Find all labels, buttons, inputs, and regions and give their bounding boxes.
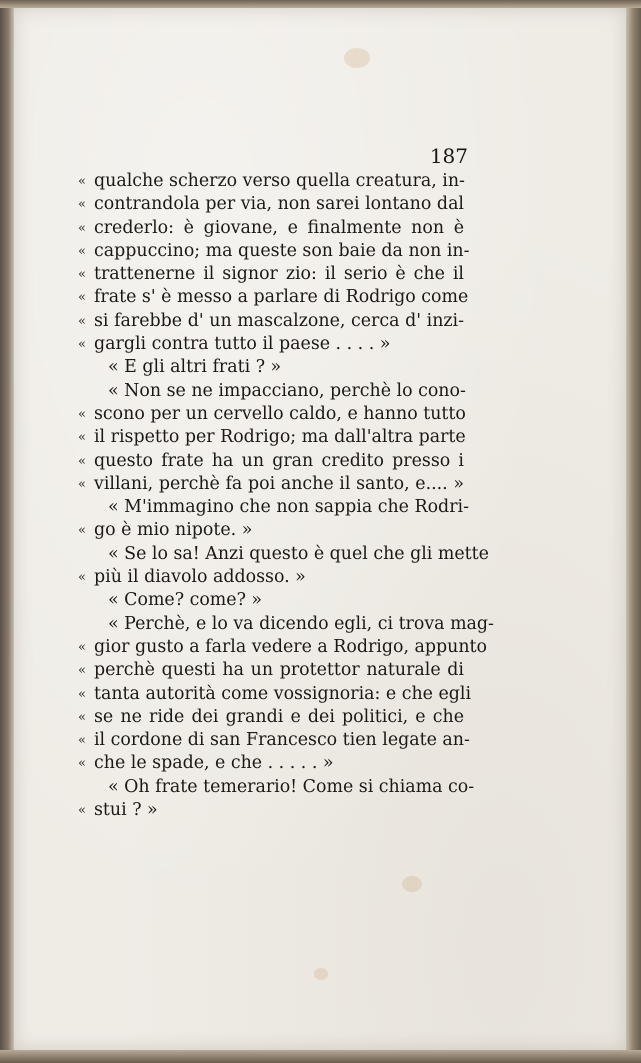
text-line [78,659,464,682]
text-line [78,426,464,449]
line-text: qualche scherzo verso quella creatura, in- [94,171,465,191]
line-text: più il diavolo addosso. » [94,567,306,588]
line-text: « Non se ne impacciano, perchè lo cono- [108,380,466,401]
body-text [78,170,494,822]
quote-mark: « [78,476,86,492]
line-text: questo frate ha un gran credito presso i [94,450,464,471]
quote-mark: « [78,220,86,236]
line-text: il rispetto per Rodrigo; ma dall'altra parte [94,427,466,448]
text-line [78,706,464,729]
quote-mark: « [78,523,86,539]
page-number: 187 [429,144,468,168]
line-text: frate s' è messo a parlare di Rodrigo come [94,287,469,308]
text-line [78,286,469,309]
text-line [78,496,469,519]
text-line [78,333,464,356]
quote-mark: « [78,406,86,422]
text-line [78,380,464,403]
line-text: gargli contra tutto il paese . . . . » [94,334,391,355]
text-line [78,473,464,496]
quote-mark: « [78,570,86,586]
line-text: villani, perchè fa poi anche il santo, e.... » [94,473,464,494]
line-text: scono per un cervello caldo, e hanno tutto [94,403,466,424]
text-line [78,263,464,286]
line-text: « E gli altri frati ? » [108,357,282,378]
quote-mark: « [78,290,86,306]
quote-mark: « [78,709,86,725]
line-text: gior gusto a farla vedere a Rodrigo, appunto [94,636,488,657]
text-line [78,519,464,542]
line-text: « Se lo sa! Anzi questo è quel che gli mette [108,543,489,564]
quote-mark: « [78,686,86,702]
line-text: contrandola per via, non sarei lontano dal [94,194,464,215]
quote-mark: « [78,803,86,819]
text-line [78,752,464,775]
text-line [78,310,464,333]
line-text: crederlo: è giovane, e finalmente non è [94,217,464,238]
text-line [78,776,475,799]
quote-mark: « [78,267,86,283]
line-text: tanta autorità come vossignoria: e che egli [94,683,472,704]
quote-mark: « [78,733,86,749]
line-text: « M'immagino che non sappia che Rodri- [108,497,469,518]
line-text: « Perchè, e lo va dicendo egli, ci trova mag- [108,613,494,634]
text-line [78,613,494,636]
top-page-edge [0,0,641,8]
line-text: cappuccino; ma queste son baie da non in- [94,240,470,261]
quote-mark: « [78,453,86,469]
text-line [78,566,464,589]
paper-stain [314,968,328,980]
paper-stain [344,48,370,68]
quote-mark: « [78,663,86,679]
line-text: « Come? come? » [108,590,263,611]
quote-mark: « [78,197,86,213]
left-page-edge [0,0,14,1063]
line-text: si farebbe d' un mascalzone, cerca d' inzi- [94,310,464,331]
text-line [78,799,464,822]
quote-mark: « [78,639,86,655]
paper-stain [402,876,422,892]
quote-mark: « [78,430,86,446]
text-line [78,636,488,659]
right-page-edge [626,0,641,1063]
bottom-page-edge [0,1050,641,1063]
text-line [78,450,464,473]
line-text: go è mio nipote. » [94,520,253,541]
text-line [78,403,464,426]
text-line [78,170,464,193]
text-line [78,589,464,612]
quote-mark: « [78,243,86,259]
quote-mark: « [78,313,86,329]
text-line [78,543,489,566]
quote-mark: « [78,337,86,353]
text-line [78,193,464,216]
text-line [78,217,464,240]
text-line [78,240,470,263]
text-line [78,729,470,752]
line-text: se ne ride dei grandi e dei politici, e che [94,706,464,727]
quote-mark: « [78,756,86,772]
line-text: che le spade, e che . . . . . » [94,753,334,774]
line-text: il cordone di san Francesco tien legate an- [94,730,470,751]
text-line [78,683,472,706]
line-text: stui ? » [94,800,158,821]
text-line [78,356,464,379]
line-text: « Oh frate temerario! Come si chiama co- [108,776,475,797]
quote-mark: « [78,174,86,189]
line-text: perchè questi ha un protettor naturale di [94,660,464,681]
line-text: trattenerne il signor zio: il serio è che il [94,264,464,285]
